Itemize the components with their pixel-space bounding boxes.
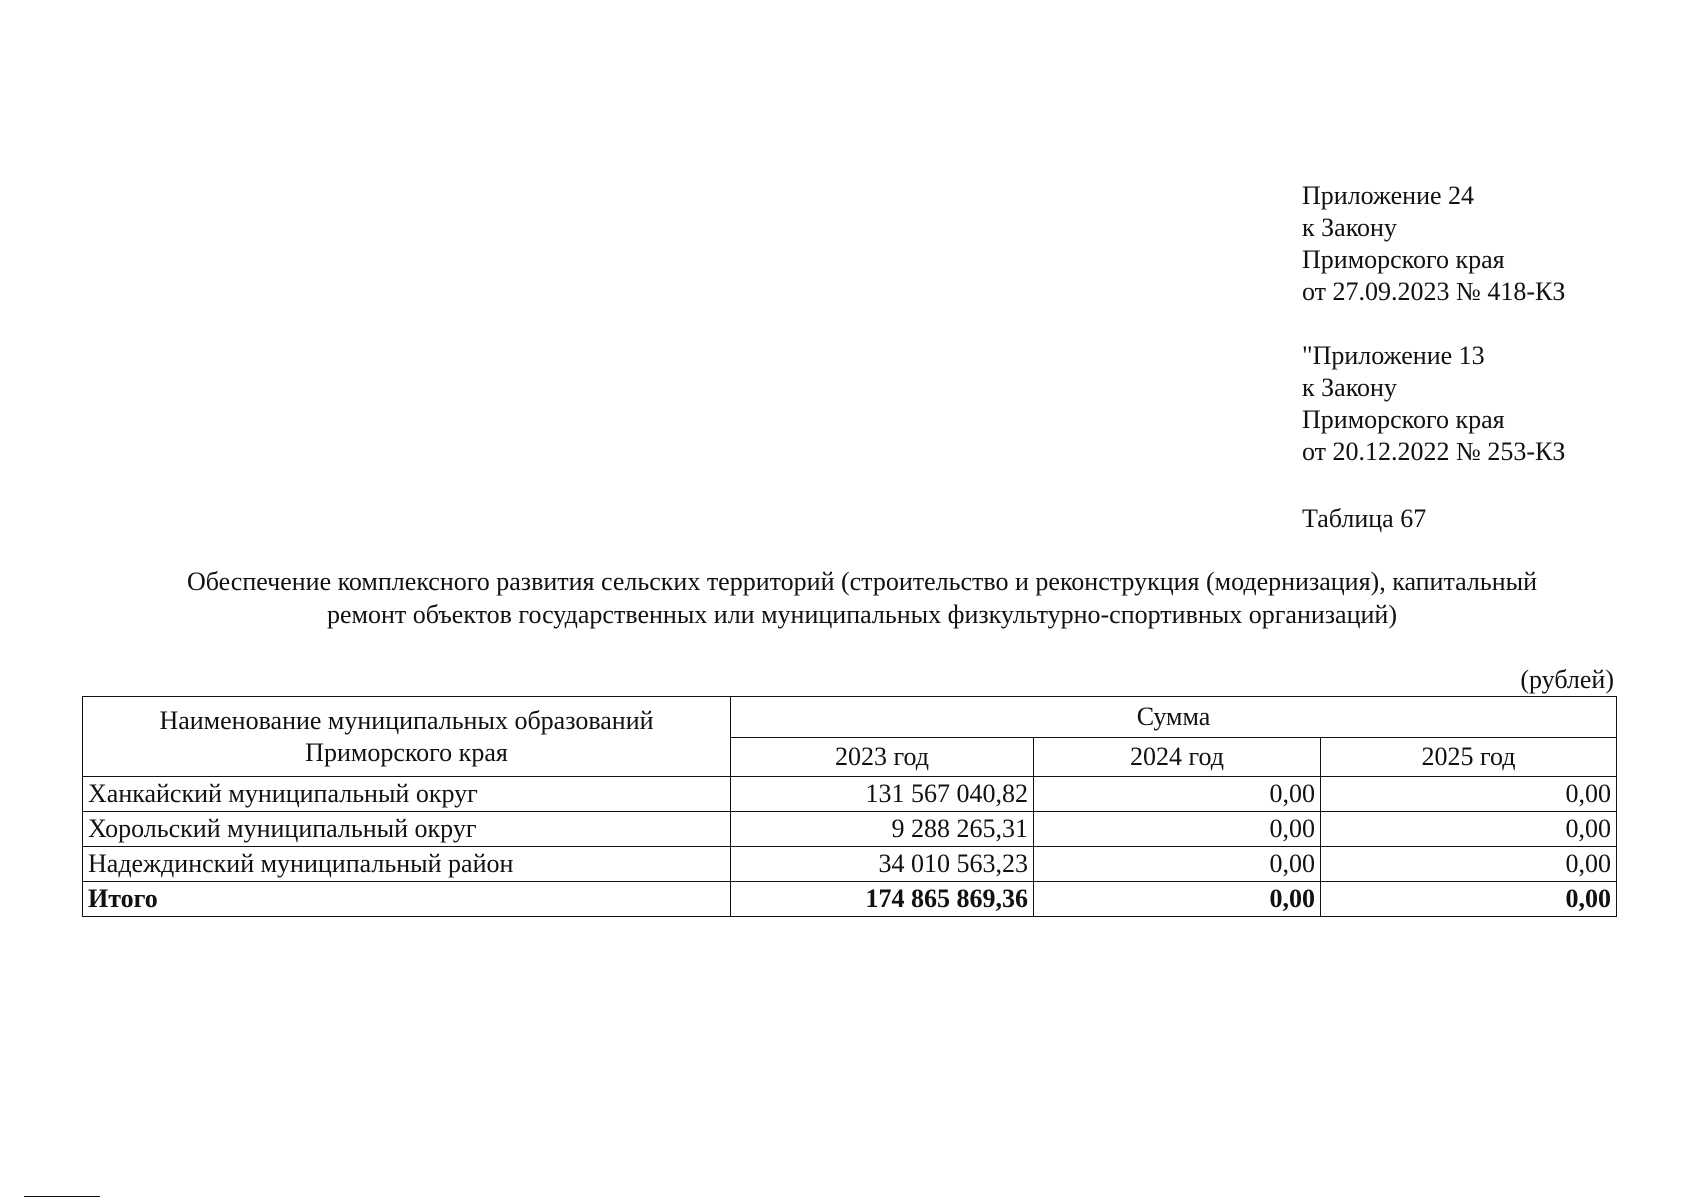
amount-2024: 0,00: [1034, 847, 1321, 882]
amount-2023: 9 288 265,31: [731, 812, 1034, 847]
table-header-row: [83, 697, 1617, 738]
total-2023: 174 865 869,36: [731, 882, 1034, 917]
amount-2023: 34 010 563,23: [731, 847, 1034, 882]
municipality-name: Надеждинский муниципальный район: [83, 847, 731, 882]
footnote-divider: [24, 1196, 100, 1197]
amount-2025: 0,00: [1321, 812, 1617, 847]
appendix-line: к Закону: [1302, 373, 1397, 402]
header-line: Приморского края: [305, 737, 508, 767]
original-appendix-reference: [1302, 340, 1565, 468]
municipality-name: Хорольский муниципальный округ: [83, 812, 731, 847]
amount-2023: 131 567 040,82: [731, 777, 1034, 812]
appendix-reference: [1302, 180, 1565, 308]
appendix-line: Приморского края: [1302, 405, 1505, 434]
total-2024: 0,00: [1034, 882, 1321, 917]
header-line: Наименование муниципальных образований: [159, 705, 654, 735]
appendix-line: Приморского края: [1302, 245, 1505, 274]
units-label: (рублей): [1520, 665, 1614, 694]
table-row: [83, 847, 1617, 882]
budget-table: [82, 696, 1617, 917]
column-header-sum: Сумма: [731, 697, 1617, 738]
column-header-municipality: [83, 697, 731, 777]
title-line: ремонт объектов государственных или муниципальных физкультурно-спортивных организаций): [327, 600, 1397, 629]
table-number: Таблица 67: [1302, 504, 1427, 533]
column-header-2023: 2023 год: [731, 738, 1034, 777]
document-title: [82, 565, 1642, 631]
amount-2025: 0,00: [1321, 777, 1617, 812]
table-row: [83, 777, 1617, 812]
table-row: [83, 812, 1617, 847]
amount-2024: 0,00: [1034, 777, 1321, 812]
column-header-2025: 2025 год: [1321, 738, 1617, 777]
appendix-line: от 27.09.2023 № 418-КЗ: [1302, 277, 1566, 306]
column-header-2024: 2024 год: [1034, 738, 1321, 777]
appendix-line: Приложение 24: [1302, 181, 1475, 210]
total-2025: 0,00: [1321, 882, 1617, 917]
appendix-line: "Приложение 13: [1302, 341, 1485, 370]
total-row: [83, 882, 1617, 917]
appendix-line: от 20.12.2022 № 253-КЗ: [1302, 437, 1566, 466]
appendix-line: к Закону: [1302, 213, 1397, 242]
total-label: Итого: [83, 882, 731, 917]
title-line: Обеспечение комплексного развития сельских территорий (строительство и реконструкция (модернизация), капитальный: [186, 567, 1538, 596]
municipality-name: Ханкайский муниципальный округ: [83, 777, 731, 812]
amount-2024: 0,00: [1034, 812, 1321, 847]
amount-2025: 0,00: [1321, 847, 1617, 882]
